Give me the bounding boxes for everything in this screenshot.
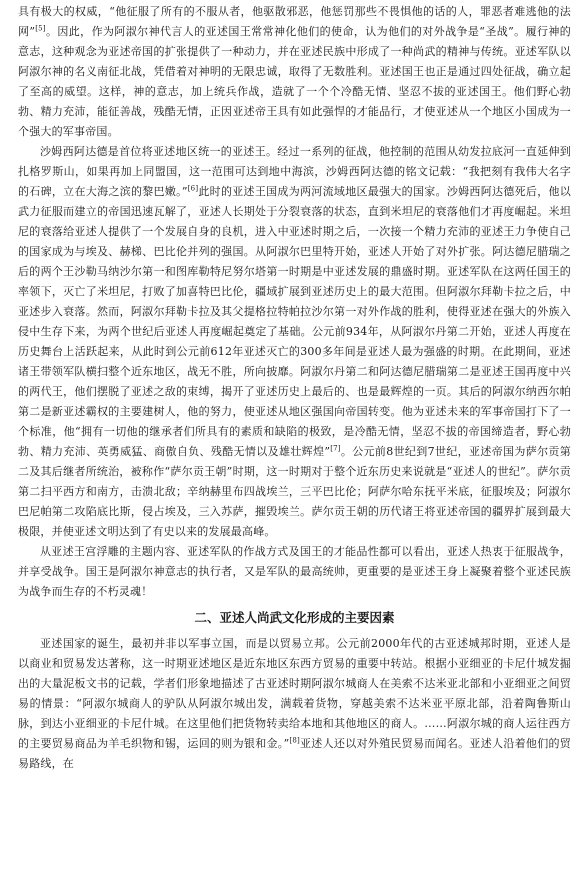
- paragraph-4: [18, 634, 571, 774]
- paragraph-1-text: 具有极大的权威，“他征服了所有的不服从者，他驱散邪恶，他惩罚那些不畏惧他的话的人，罪恶者难逃他的法网”: [18, 5, 571, 38]
- paragraph-2-text-cont: 此时的亚述王国成为两河流域地区最强大的国家。沙姆西阿达德死后，他以武力征服而建立的帝国迅速瓦解了，亚述人长期处于分裂衰落的状态，直到米坦尼的衰落他们才再度崛起。米坦尼的衰落给亚述人提供了一个发展自身的良机，进入中亚述时期之后，一次接一个精力充沛的亚述王力争使自己的国家成为与埃及、赫梯、巴比伦并列的强国。从阿淑尔巴里特开始，亚述人开始了对外扩张。阿达德尼腊瑞之后的两个王沙勒马纳沙尔第一和图库勒特尼努尔塔第一时期是中亚述发展的鼎盛时期。亚述军队在这两任国王的率领下，灭亡了米坦尼，打败了加喜特巴比伦，疆域扩展到亚述历史上的最大范围。但阿淑尔拜勒卡拉之后，中亚述步入衰落。然而，阿淑尔拜勒卡拉及其父提格拉特帕拉沙尔第一对外作战的胜利，使得亚述在强大的外族入侵中生存下来，为两个世纪后亚述人再度崛起奠定了基础。公元前934年，从阿淑尔丹第二开始，亚述人再度在历史舞台上活跃起来，从此时到公元前612年亚述灭亡的300多年间是亚述人最为强盛的时期。在此期间，亚述诸王带领军队横扫整个近东地区，战无不胜，所向披靡。阿淑尔丹第二和阿达德尼腊瑞第二是亚述王国再度中兴的两代王，他们摆脱了亚述之敌的束缚，揭开了亚述历史上最后的、也是最辉煌的一页。其后的阿淑尔纳西尔帕第二是新亚述霸权的主要建树人，他的努力，使亚述从地区强国向帝国转变。他为亚述未来的军事帝国打下了一个标准，他“拥有一切他的继承者们所具有的素质和缺陷的极致，是冷酷无情，坚忍不拔的帝国缔造者，野心勃勃、精力充沛、英勇威猛、商傲自负、残酷无情以及雄壮辉煌”: [18, 185, 571, 458]
- paragraph-2-text-end: 。公元前8世纪到7世纪，亚述帝国为萨尔贡第二及其后继者所统治，被称作“萨尔贡王朝”时期，这一时期对于整个近东历史来说就是“亚述人的世纪”。萨尔贡第二扫平西方和南方，击溃北敌；辛纳赫里布四战埃兰，三平巴比伦；阿萨尔哈东抚平米底，征服埃及；阿淑尔巴尼帕第二攻陷底比斯，侵占埃及，三入苏萨，摧毁埃兰。萨尔贡王朝的历代诸王将亚述帝国的疆界扩展到最大极限，并使亚述文明达到了有史以来的发展最高峰。: [18, 445, 571, 538]
- citation-7: [7]: [330, 444, 341, 453]
- paragraph-4-text: 亚述国家的诞生，最初并非以军事立国，而是以贸易立邦。公元前2000年代的古亚述城邦时期，亚述人是以商业和贸易发达著称，这一时期亚述地区是近东地区东西方贸易的重要中转站。根据小亚细亚的卡尼什城发掘出的大量泥板文书的记载，学者们形象地描述了古亚述时期阿淑尔城商人在美索不达米亚北部和小亚细亚之间贸易的情景：“阿淑尔城商人的驴队从阿淑尔城出发，满载着货物，穿越美索不达米亚平原北部，沿着陶鲁斯山脉，到达小亚细亚的卡尼什城。在这里他们把货物转卖给本地和其他地区的商人。……阿淑尔城的商人运往西方的主要贸易商品为羊毛织物和锡，运回的则为银和金。”: [18, 637, 571, 750]
- section-heading: 二、亚述人尚武文化形成的主要因素: [194, 610, 395, 625]
- paragraph-1-text-cont: 。因此，作为阿淑尔神代言人的亚述国王常常神化他们的使命，认为他们的对外战争是“圣战”。履行神的意志，这种观念为亚述帝国的扩张提供了一种动力，并在亚述民族中形成了一种尚武的精神与传统。亚述军队以阿淑尔神的名义南征北战，凭借着对神明的无限忠诚，取得了无数胜利。亚述国王也正是通过四处征战，确立起了至高的威望。这样，神的意志，加上统兵作战，造就了一个个冷酷无情、坚忍不拔的亚述国王。他们野心勃勃、精力充沛，能征善战，残酷无情，正因亚述帝王具有如此强悍的才能品行，才使亚述从一个地区小国成为一个强大的军事帝国。: [18, 25, 571, 138]
- paragraph-3: [18, 542, 571, 602]
- paragraph-2: [18, 142, 571, 542]
- citation-8: [8]: [289, 736, 300, 745]
- paragraph-4-text-cont: 亚述人还以对外殖民贸易而闻名。亚述人沿着他们的贸易路线，在: [18, 737, 571, 770]
- paragraph-1: [18, 2, 571, 142]
- paragraph-3-text: 从亚述王宫浮雕的主题内容、亚述军队的作战方式及国王的才能品性都可以看出，亚述人热衷于征服战争，并享受战争。国王是阿淑尔神意志的执行者，又是军队的最高统帅，更重要的是亚述王身上凝聚着整个亚述民族为战争而生存的不朽灵魂！: [18, 545, 571, 598]
- paragraph-2-text: 沙姆西阿达德是首位将亚述地区统一的亚述王。经过一系列的征战，他控制的范围从幼发拉底河一直延伸到扎格罗斯山，如果再加上同盟国，这一范围可达到地中海滨，沙姆西阿达德的铭文记载：“我把刻有我伟大名字的石碑，立在大海之滨的黎巴嫩。”: [18, 145, 571, 198]
- citation-5: [5]: [35, 24, 46, 33]
- citation-6: [6]: [187, 184, 199, 193]
